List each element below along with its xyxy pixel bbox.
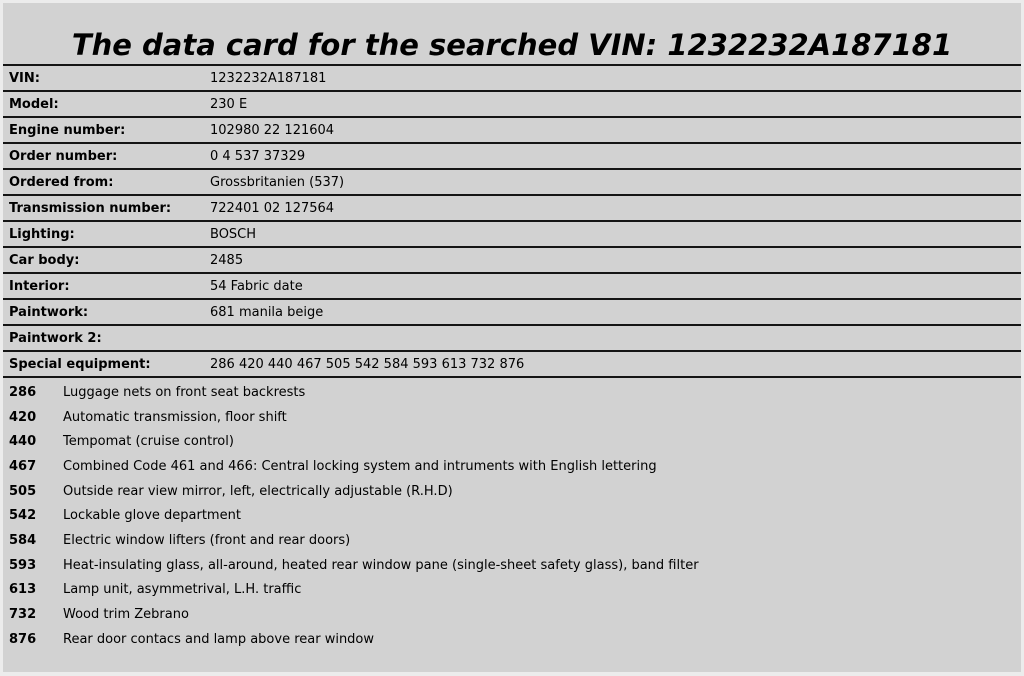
equipment-code: 440 (9, 434, 37, 450)
row-value: 0 4 537 37329 (210, 148, 306, 164)
table-row-ordered-from (3, 168, 1021, 194)
page-title: The data card for the searched VIN: 1232232A187181 (71, 28, 953, 62)
equipment-description: Rear door contacs and lamp above rear window (63, 631, 375, 647)
equipment-code: 286 (9, 384, 37, 400)
table-row-model (3, 90, 1021, 116)
row-label: Car body: (9, 252, 80, 268)
equipment-description: Wood trim Zebrano (63, 607, 189, 623)
table-row-car-body (3, 246, 1021, 272)
row-label: Transmission number: (9, 200, 172, 216)
equipment-item (3, 380, 1021, 405)
row-label: Special equipment: (9, 356, 151, 372)
equipment-code: 613 (9, 582, 37, 598)
equipment-code: 593 (9, 557, 37, 573)
row-label: Ordered from: (9, 174, 114, 190)
equipment-item (3, 503, 1021, 528)
row-value: 230 E (210, 96, 248, 112)
row-value: 2485 (210, 252, 244, 268)
equipment-item (3, 405, 1021, 430)
row-label: Paintwork: (9, 304, 89, 320)
equipment-code: 542 (9, 508, 37, 524)
row-value: Grossbritanien (537) (210, 174, 345, 190)
equipment-item (3, 454, 1021, 479)
equipment-description: Electric window lifters (front and rear doors) (63, 532, 351, 548)
vehicle-data-table (3, 64, 1021, 378)
table-row-vin (3, 64, 1021, 90)
row-label: Lighting: (9, 226, 75, 242)
row-label: Model: (9, 96, 59, 112)
row-value: 722401 02 127564 (210, 200, 335, 216)
table-row-paintwork (3, 298, 1021, 324)
row-label: Paintwork 2: (9, 330, 102, 346)
equipment-code: 505 (9, 483, 37, 499)
equipment-code: 420 (9, 409, 37, 425)
special-equipment-list (3, 378, 1021, 652)
row-value: 54 Fabric date (210, 278, 303, 294)
table-row-engine-number (3, 116, 1021, 142)
equipment-description: Outside rear view mirror, left, electrically adjustable (R.H.D) (63, 483, 453, 499)
row-value: BOSCH (210, 226, 257, 242)
table-row-transmission-number (3, 194, 1021, 220)
equipment-description: Automatic transmission, floor shift (63, 409, 287, 425)
row-value: 286 420 440 467 505 542 584 593 613 732 876 (210, 356, 525, 372)
table-row-interior (3, 272, 1021, 298)
row-value: 1232232A187181 (210, 70, 327, 86)
equipment-item (3, 602, 1021, 627)
equipment-item (3, 528, 1021, 553)
equipment-item (3, 479, 1021, 504)
equipment-description: Tempomat (cruise control) (63, 434, 234, 450)
equipment-code: 732 (9, 607, 37, 623)
row-label: Order number: (9, 148, 118, 164)
table-row-paintwork-2 (3, 324, 1021, 350)
table-row-order-number (3, 142, 1021, 168)
equipment-code: 584 (9, 532, 37, 548)
row-value: 681 manila beige (210, 304, 324, 320)
row-label: VIN: (9, 70, 40, 86)
equipment-description: Luggage nets on front seat backrests (63, 384, 306, 400)
table-row-lighting (3, 220, 1021, 246)
equipment-description: Combined Code 461 and 466: Central locking system and intruments with English lettering (63, 458, 657, 474)
equipment-item (3, 553, 1021, 578)
data-card (3, 3, 1021, 672)
equipment-code: 467 (9, 458, 37, 474)
table-row-special-equipment (3, 350, 1021, 376)
equipment-code: 876 (9, 631, 37, 647)
equipment-item (3, 627, 1021, 652)
row-label: Engine number: (9, 122, 126, 138)
equipment-item (3, 429, 1021, 454)
equipment-description: Lockable glove department (63, 508, 241, 524)
equipment-description: Lamp unit, asymmetrival, L.H. traffic (63, 582, 302, 598)
row-label: Interior: (9, 278, 70, 294)
row-value: 102980 22 121604 (210, 122, 335, 138)
equipment-item (3, 578, 1021, 603)
equipment-description: Heat-insulating glass, all-around, heated rear window pane (single-sheet safety glass), band filter (63, 557, 699, 573)
